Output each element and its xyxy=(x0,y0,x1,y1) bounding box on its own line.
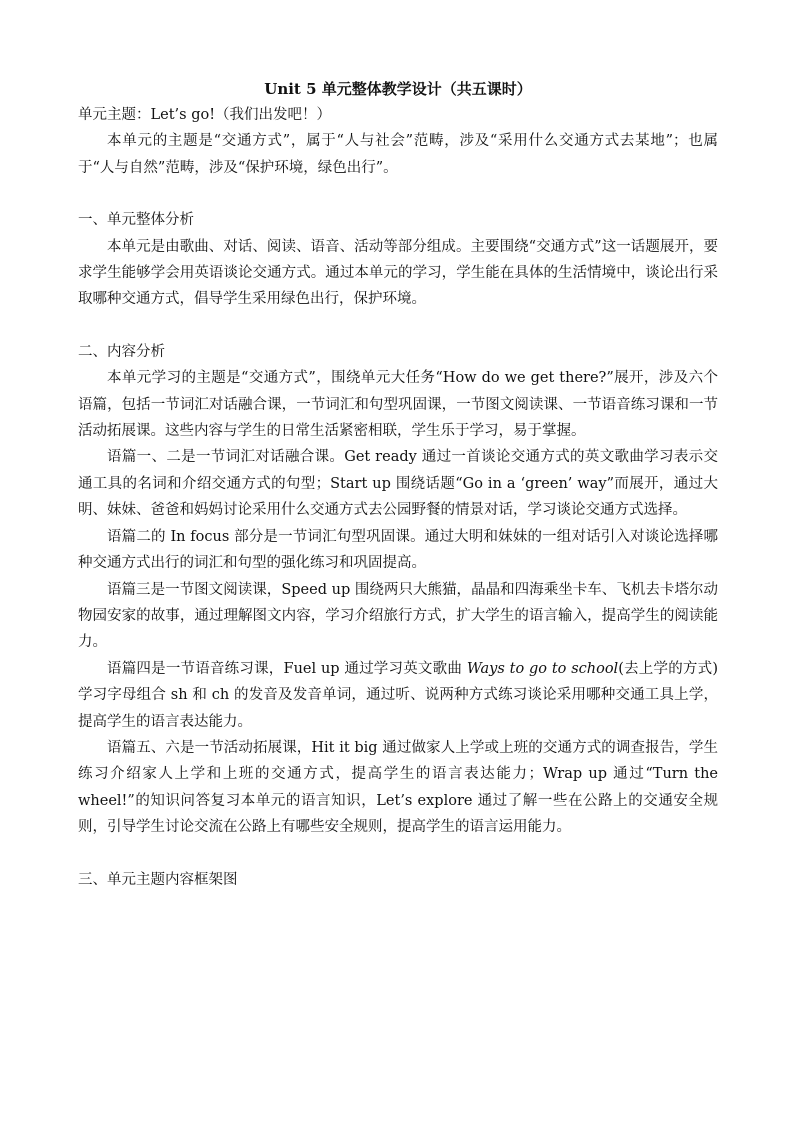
song-title: Ways to go to school xyxy=(466,660,619,677)
unit-theme-line: 单元主题：Let’s go!（我们出发吧！） xyxy=(78,107,332,123)
section-1-paragraph: 本单元是由歌曲、对话、阅读、语音、活动等部分组成。主要围绕“交通方式”这一话题展开，要求学生能够学会用英语谈论交通方式。通过本单元的学习，学生能在具体的生活情境中，谈论出行采取哪种交通方式，倡导学生采用绿色出行，保护环境。 xyxy=(78,238,718,308)
section-2-paragraph-1: 本单元学习的主题是“交通方式”，围绕单元大任务“How do we get there?”展开，涉及六个语篇，包括一节词汇对话融合课，一节词汇和句型巩固课，一节图文阅读课、一节语音练习课和一节活动拓展课。这些内容与学生的日常生活紧密相联，学生乐于学习，易于掌握。 xyxy=(78,370,718,440)
spacer xyxy=(78,181,718,207)
section-3-heading: 三、单元主题内容框架图 xyxy=(78,871,238,888)
document-page xyxy=(78,78,718,893)
para-5-text-a: 语篇四是一节语音练习课，Fuel up 通过学习英文歌曲 xyxy=(107,660,467,677)
section-1-heading: 一、单元整体分析 xyxy=(78,212,194,229)
section-2-paragraph-4: 语篇三是一节图文阅读课，Speed up 围绕两只大熊猫，晶晶和四海乘坐卡车、飞机去卡塔尔动物园安家的故事，通过理解图文内容，学习介绍旅行方式，扩大学生的语言输入，提高学生的阅读能力。 xyxy=(78,581,718,651)
section-2-heading: 二、内容分析 xyxy=(78,343,165,360)
spacer xyxy=(78,841,718,867)
intro-paragraph: 本单元的主题是“交通方式”，属于“人与社会”范畴，涉及“采用什么交通方式去某地”；也属于“人与自然”范畴，涉及“保护环境，绿色出行”。 xyxy=(78,133,718,176)
section-2-paragraph-5 xyxy=(78,656,718,735)
spacer xyxy=(78,313,718,339)
para-5-text-b: (去上学的方式)学习字母组合 sh 和 ch 的发音及发音单词，通过听、说两种方式练习谈论采用哪种交通工具上学，提高学生的语言表达能力。 xyxy=(78,660,718,730)
section-2-paragraph-3: 语篇二的 In focus 部分是一节词汇句型巩固课。通过大明和妹妹的一组对话引入对谈论选择哪种交通方式出行的词汇和句型的强化练习和巩固提高。 xyxy=(78,528,718,572)
section-2-paragraph-6: 语篇五、六是一节活动拓展课，Hit it big 通过做家人上学或上班的交通方式的调查报告，学生练习介绍家人上学和上班的交通方式，提高学生的语言表达能力；Wrap up 通过“Turn the wheel!”的知识问答复习本单元的语言知识，Let’s explore 通过了解一些在公路上的交通安全规则，引导学生讨论交流在公路上有哪些安全规则，提高学生的语言运用能力。 xyxy=(78,739,718,836)
document-title: Unit 5 单元整体教学设计（共五课时） xyxy=(264,80,532,98)
section-2-paragraph-2: 语篇一、二是一节词汇对话融合课。Get ready 通过一首谈论交通方式的英文歌曲学习表示交通工具的名词和介绍交通方式的句型；Start up 围绕话题“Go in a ‘green’ way”而展开，通过大明、妹妹、爸爸和妈妈讨论采用什么交通方式去公园野餐的情景对话，学习谈论交通方式选择。 xyxy=(78,449,718,519)
